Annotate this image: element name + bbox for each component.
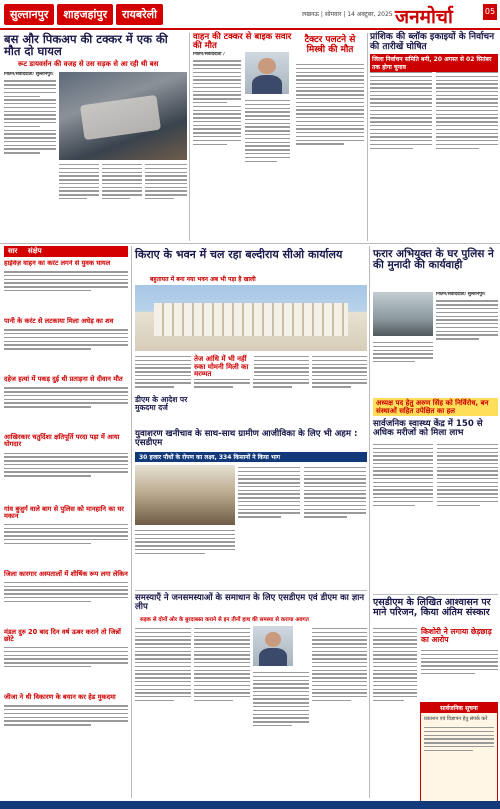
s1-body-col3 [102,162,142,242]
s11-headline[interactable]: समस्याएँ ने जनसमस्याओं के समाधान के लिए एसडीएम एवं डीएम का ज्ञान लीप [135,593,365,613]
column-divider [131,246,132,798]
section-divider [373,594,498,595]
sar-item-5[interactable]: गांव बुजुर्ग वाले बाग से पुलिस को मानहानि का घर मकान [4,504,125,520]
s13-headline[interactable]: किशोरी ने लगाया छेड़छाड़ का आरोप [421,627,492,645]
s9-headline[interactable]: युवाशरण खनीचाव के साथ-साथ ग्रामीण आजीविका के लिए भी अहम : एसडीएम [135,429,358,449]
s4-body-col1 [370,70,432,240]
s10-headline[interactable]: सार्वजनिक स्वास्थ्य केंद्र में 150 से अधिक मरीजों को मिला लाभ [373,419,483,439]
notice-body [421,725,497,785]
s10-body-col1 [373,442,433,592]
notice-title: सार्वजनिक सूचना [421,703,497,713]
s5-body-col3 [253,354,309,424]
s7-headline[interactable]: तेज आंधि में भी नहीं रुका मोमनी मिली का मरम्मत [194,356,254,379]
s1-dateline: नितिन/संवाददाता/ सुल्तानपुर। [4,72,54,77]
sar-title: संक्षेप [27,247,42,255]
column-divider [367,33,368,241]
s4-body-col2 [436,70,498,240]
co-office-photo [135,285,367,351]
s9-body-col1 [238,465,300,585]
sar-label: सार [8,247,18,255]
section-divider [135,590,367,591]
s6-body-col0 [373,340,433,395]
sar-item-4[interactable]: आखिरकार चतुर्दिशा क्षतिपूर्ति परदा पड़ा में आया योगदार [4,433,120,449]
s12-body-col1 [373,626,417,798]
page-number: 05 [483,4,497,20]
official-photo [253,626,293,666]
s11-subhead: सड़क से दोनों ओर के बुरदाबस्त कराने से इन तीनों हाथ की समस्या से कराया अवगत [140,617,309,623]
sar-body-1 [4,269,128,315]
tab-raebareli[interactable]: रायबरेली [116,4,163,25]
sar-item-1[interactable]: हाईवेज़ वाहन का करंट लगने से युवक घायल [4,260,111,267]
s1-body-col2 [59,162,99,242]
sar-item-8[interactable]: जीजा ने थी विकारण के बयान कर हेड मुकदमा [4,693,116,702]
s4-subhead: जिला निर्वाचन समिति बनी, 20 अगस्त से 02 सितंबर तक होगा चुनाव [370,54,498,72]
police-photo [373,292,433,336]
sar-body-5 [4,522,128,568]
sar-body-7 [4,645,128,691]
accident-photo [59,72,187,160]
s1-body-col1 [4,72,56,232]
date-line: लखनऊ | सोमवार | 14 अक्टूबर, 2025 [302,11,393,18]
public-notice-box [420,702,498,802]
s13-body [421,648,498,698]
s9-body-col2 [304,465,366,585]
tab-sultanpur[interactable]: सुल्तानपुर [4,4,54,25]
sar-body-4 [4,451,128,503]
sar-column [4,260,128,798]
s6-body-col1 [436,292,498,392]
s6-dateline: नितिन/संवाददाता/ सुल्तानपुर। [436,292,486,297]
s3-body [296,62,364,238]
victim-photo [245,52,289,94]
s1-body-col4 [145,162,187,242]
tab-shahjahanpur[interactable]: शाहजहांपुर [57,4,113,25]
sar-item-3[interactable]: दहेज हत्यां में पकड़ दुई थी प्रताड़ना से दीवान मौत [4,375,123,384]
s5-subhead: बहुतायत में बना नया भवन अब भी पड़ा है खाली [150,276,256,283]
s11-body-col1 [135,626,191,798]
masthead-tabs [4,4,163,25]
s11-body-col2 [194,626,250,798]
s5-headline[interactable]: किराए के भवन में चल रहा बल्दीराय सीओ कार्यालय [135,248,343,261]
s5-body-col4 [312,354,367,424]
masthead [0,0,500,30]
s9-blue-strip: 30 हजार पौधों के रोपण का लक्ष्य, 334 किसानों ने किया भाग [135,452,367,462]
s3-headline[interactable]: टैक्टर पलटने से मिस्त्री की मौत [304,35,356,55]
sar-body-6 [4,580,128,626]
column-divider [189,33,190,241]
s11-body-col3 [253,670,309,798]
s1-headline[interactable]: बस और पिकअप की टक्कर में एक की मौत दो घायल [4,32,168,59]
s2-dateline: नितिन/संवाददाता / [193,52,225,57]
sar-body-2 [4,327,128,373]
column-divider [369,246,370,798]
s8-headline[interactable]: डीएम के आदेश पर मुकदमा दर्ज [135,396,191,412]
sar-item-7[interactable]: मंडल दुरु 20 बाद दिन वर्ष ऊबर कराने तो जिन्नों छोटे [4,627,121,643]
s10-body-col2 [437,442,498,592]
sar-band [4,246,128,257]
sar-item-2[interactable]: पानी के करंट से लटकाया मिला अधेड़ का शव [4,317,114,326]
s2-body [193,52,241,237]
s1-subhead: रूट डायवर्सन की वजह से उस सड़क से आ रही थी बस [18,60,159,68]
election-box: अध्यक्ष पद हेतु अरुण सिंह को निर्विरोध, बन संस्थाओं सहित उपेक्षित का हल [373,398,498,416]
s2-body-col2 [245,98,290,238]
newspaper-logo: जनमोर्चा [395,6,453,28]
sar-body-8 [4,703,128,749]
s11-body-col4 [312,626,367,798]
s9-body-col0 [135,528,235,586]
sar-item-6[interactable]: जिला कारगार अस्पतालों में शीर्षिक रूप लगा लेकिन [4,569,128,578]
event-photo [135,465,235,525]
s12-headline[interactable]: एसडीएम के लिखित आश्वासन पर माने परिजन, किया अंतिम संस्कार [373,597,491,619]
sar-body-3 [4,385,128,431]
footer-bar [0,801,500,809]
notice-text: प्रकाशन एवं विज्ञापन हेतु संपर्क करें [424,716,488,722]
s4-headline[interactable]: प्रांशिक की ब्लॉक इकाइयों के निर्वाचन की तारीखें घोषित [370,32,495,52]
s5-body-col1 [135,354,191,424]
s6-headline[interactable]: फरार अभियुक्त के घर पुलिस ने की मुनादी की कार्यवाही [373,248,494,272]
s2-headline[interactable]: वाहन की टक्कर से बाइक सवार की मौत [193,32,292,52]
section-divider [0,243,500,244]
